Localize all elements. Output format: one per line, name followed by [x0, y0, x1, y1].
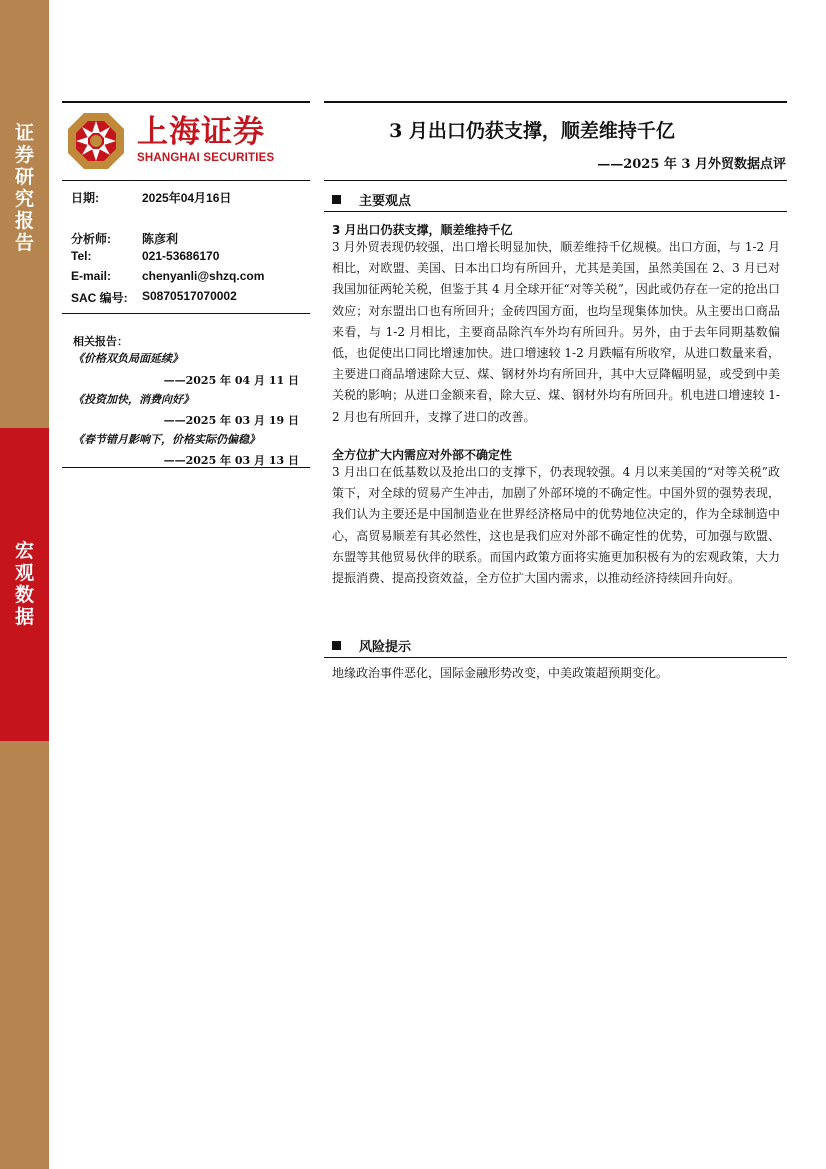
page-title: 3 月出口仍获支撑，顺差维持千亿	[389, 120, 675, 142]
related-report-date: ——2025 年 03 月 13 日	[163, 454, 299, 467]
header-rule-right	[324, 180, 787, 181]
page-subtitle: ——2025 年 3 月外贸数据点评	[597, 157, 786, 172]
related-report-date: ——2025 年 03 月 19 日	[163, 414, 299, 427]
meta-rule	[62, 313, 310, 314]
sac-label: SAC 编号:	[71, 291, 128, 305]
sac-value: S0870517070002	[142, 289, 237, 303]
top-rule-left	[62, 101, 310, 103]
related-report-title[interactable]: 《价格双负局面延续》	[73, 352, 183, 365]
views-rule	[324, 211, 787, 212]
shanghai-securities-octagon-logo-icon	[66, 111, 126, 171]
header-rule-left	[62, 180, 310, 181]
sidebar-category-label: 证 券 研 究 报 告	[14, 122, 34, 254]
related-report-title[interactable]: 《投资加快，消费向好》	[73, 393, 194, 406]
tel-value: 021-53686170	[142, 249, 220, 263]
analyst-label: 分析师:	[71, 232, 111, 246]
risk-rule	[324, 657, 787, 658]
date-label: 日期:	[71, 191, 99, 205]
paragraph-export: 3 月外贸表现仍较强，出口增长明显加快，顺差维持千亿规模。出口方面，与 1-2 月相比，对欧盟、美国、日本出口均有所回升，尤其是美国，虽然美国在 2、3 月已对我国加征两轮关税，但鉴于其 4 月全球开征“对等关税”，因此或仍存在一定的抢出口效应；对东盟出口也有所回升；金砖四国方面，也均呈现集体加快。从主要出口商品来看，与 1-2 月相比，主要商品除汽车外均有所回升。另外，由于去年同期基数偏低，也促使出口同比增速加快。进口增速较 1-2 月跌幅有所收窄，从进口数量来看，主要进口商品增速除大豆、煤、钢材外均有所回升，其中大豆降幅明显，或受到中美关税的影响；从进口金额来看，除大豆、煤、钢材外均有所回升。机电进口增速较 1-2 月也有所回升，支撑了进口的改善。	[332, 240, 780, 424]
analyst-value: 陈彦利	[142, 232, 179, 246]
top-rule-right	[324, 101, 787, 103]
logo-name-en: SHANGHAI SECURITIES	[137, 152, 275, 164]
main-views-heading: 主要观点	[332, 190, 411, 209]
square-bullet-icon	[332, 641, 341, 650]
subheading-export: 3 月出口仍获支撑，顺差维持千亿	[332, 223, 513, 237]
logo-name-cn: 上海证券	[137, 114, 265, 150]
related-rule	[62, 467, 310, 468]
related-reports-heading: 相关报告：	[73, 335, 128, 348]
related-report-date: ——2025 年 04 月 11 日	[163, 374, 299, 387]
risk-text: 地缘政治事件恶化，国际金融形势改变，中美政策超预期变化。	[332, 666, 669, 680]
risk-heading: 风险提示	[332, 636, 411, 655]
paragraph-domestic-demand: 3 月出口在低基数以及抢出口的支撑下，仍表现较强。4 月以来美国的“对等关税”政策下，对全球的贸易产生冲击，加剧了外部环境的不确定性。中国外贸的强势表现，我们认为主要还是中国制造业在世界经济格局中的优势地位决定的，作为全球制造中心，高贸易顺差有其必然性，这也是我们应对外部不确定性的优势，可加强与欧盟、东盟等其他贸易伙伴的联系。而国内政策方面将实施更加积极有为的宏观政策，大力提振消费、提高投资效益，全方位扩大国内需求，以推动经济持续回升向好。	[332, 465, 780, 586]
date-value: 2025年04月16日	[142, 191, 232, 205]
related-report-title[interactable]: 《春节错月影响下，价格实际仍偏稳》	[73, 433, 260, 446]
square-bullet-icon	[332, 195, 341, 204]
sidebar-section-label: 宏 观 数 据	[14, 540, 34, 628]
subheading-domestic-demand: 全方位扩大内需应对外部不确定性	[332, 448, 513, 462]
company-logo	[66, 111, 306, 173]
email-label: E-mail:	[71, 269, 112, 283]
tel-label: Tel:	[71, 249, 92, 263]
email-value[interactable]: chenyanli@shzq.com	[142, 269, 265, 283]
